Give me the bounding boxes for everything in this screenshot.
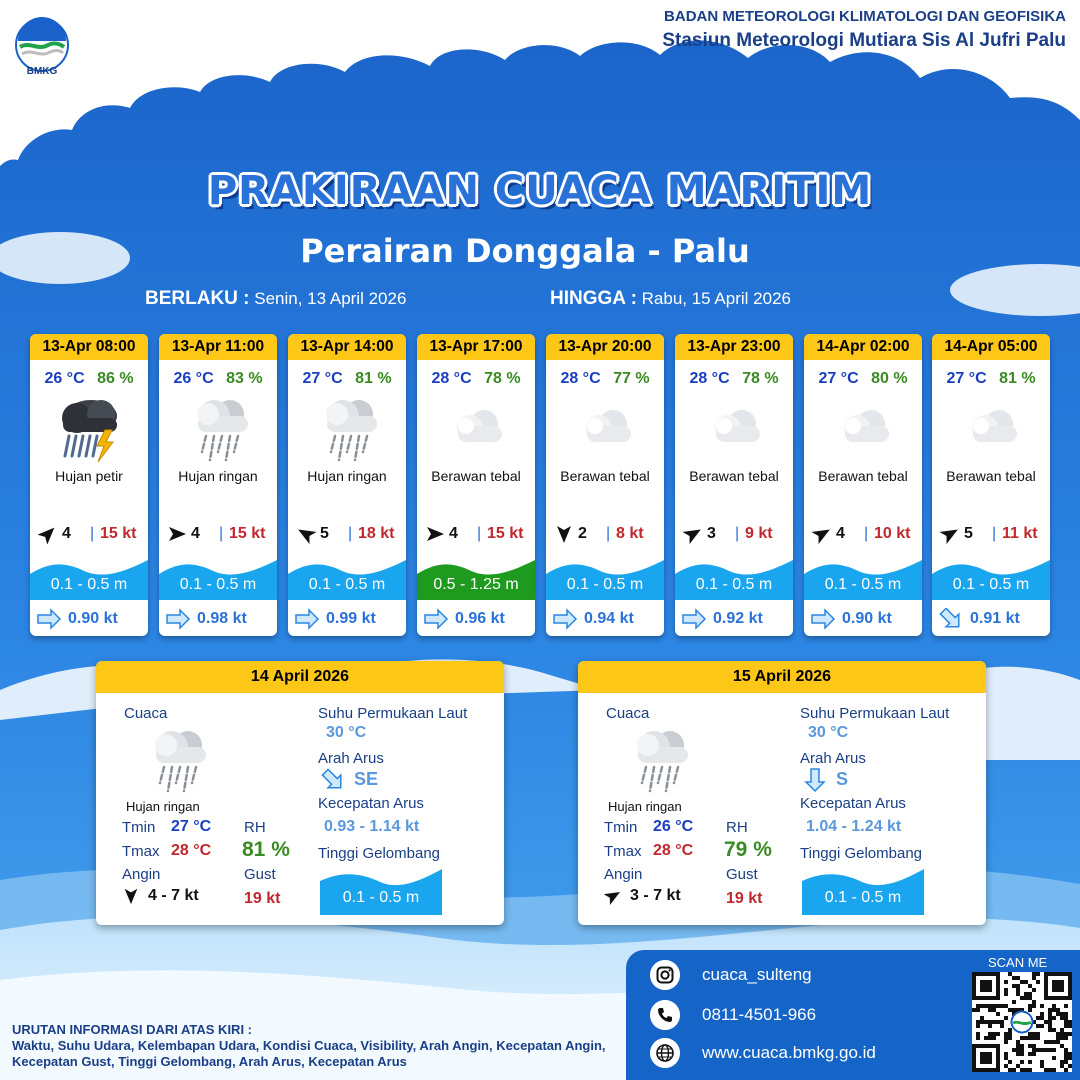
wave-height-box bbox=[546, 552, 664, 600]
weather-condition: Hujan ringan bbox=[307, 468, 387, 484]
current-speed: 0.90 kt bbox=[842, 610, 892, 627]
wind-arrow-east-icon bbox=[167, 524, 187, 544]
current-row bbox=[423, 608, 533, 630]
temp-rh-row bbox=[932, 370, 1050, 388]
current-direction-icon bbox=[552, 608, 578, 630]
wind-speed: 4 bbox=[62, 525, 71, 542]
wave-height-box bbox=[804, 552, 922, 600]
current-direction-icon bbox=[423, 608, 449, 630]
wind-value: 4 - 7 kt bbox=[148, 887, 199, 904]
gust-speed: 18 kt bbox=[358, 525, 395, 542]
globe-icon bbox=[650, 1038, 680, 1068]
wave-value: 0.1 - 0.5 m bbox=[342, 889, 420, 906]
gust-label: Gust bbox=[244, 866, 276, 883]
current-speed: 0.90 kt bbox=[68, 610, 118, 627]
wind-speed: 4 bbox=[836, 525, 845, 542]
temp-rh-row bbox=[675, 370, 793, 388]
light-rain-icon bbox=[618, 723, 698, 797]
forecast-card bbox=[288, 334, 406, 636]
light-rain-icon bbox=[307, 392, 387, 466]
daily-panel bbox=[578, 661, 986, 925]
wind-value: 3 - 7 kt bbox=[630, 887, 681, 904]
current-direction-icon bbox=[320, 767, 346, 793]
rh-label: RH bbox=[726, 819, 748, 836]
wind-arrow-northeast-icon bbox=[812, 524, 832, 544]
wave-height-box bbox=[932, 552, 1050, 600]
air-temperature: 27 °C bbox=[818, 370, 859, 387]
daily-date: 14 April 2026 bbox=[96, 661, 504, 693]
current-speed-value: 0.93 - 1.14 kt bbox=[324, 818, 420, 835]
forecast-card bbox=[417, 334, 535, 636]
current-direction-icon bbox=[810, 608, 836, 630]
org-name: BADAN METEOROLOGI KLIMATOLOGI DAN GEOFISIKA bbox=[664, 8, 1066, 25]
light-rain-icon bbox=[178, 392, 258, 466]
wind-arrow-northwest-icon bbox=[296, 524, 316, 544]
wind-speed: 5 bbox=[320, 525, 329, 542]
legend-title: URUTAN INFORMASI DARI ATAS KIRI : bbox=[12, 1022, 252, 1037]
current-direction-value: S bbox=[836, 769, 849, 789]
gust-value: 19 kt bbox=[726, 890, 763, 907]
temp-rh-row bbox=[159, 370, 277, 388]
wind-arrow-south-icon bbox=[554, 524, 574, 544]
current-speed: 0.92 kt bbox=[713, 610, 763, 627]
daily-panel bbox=[96, 661, 504, 925]
separator: | bbox=[90, 525, 95, 542]
wave-height: 0.1 - 0.5 m bbox=[566, 576, 644, 593]
separator: | bbox=[864, 525, 869, 542]
qr-code[interactable] bbox=[972, 972, 1072, 1072]
weather-condition: Berawan tebal bbox=[431, 468, 521, 484]
legend-text: Waktu, Suhu Udara, Kelembapan Udara, Kondisi Cuaca, Visibility, Arah Angin, Kecepatan Angin, Kecepatan Gust, Tinggi Gelombang, Arah Arus, Kecepatan Arus bbox=[12, 1038, 606, 1069]
wave-height: 0.1 - 0.5 m bbox=[952, 576, 1030, 593]
forecast-time: 14-Apr 02:00 bbox=[804, 334, 922, 360]
valid-from bbox=[145, 288, 406, 310]
forecast-card bbox=[546, 334, 664, 636]
current-direction-icon bbox=[938, 608, 964, 630]
light-rain-icon bbox=[136, 723, 216, 797]
tmin-value: 27 °C bbox=[171, 818, 212, 835]
current-direction-icon bbox=[681, 608, 707, 630]
valid-to-label: HINGGA : bbox=[550, 288, 637, 309]
rh-label: RH bbox=[244, 819, 266, 836]
valid-to-value: Rabu, 15 April 2026 bbox=[641, 289, 791, 308]
phone-number: 0811-4501-966 bbox=[702, 1005, 817, 1024]
current-speed: 0.98 kt bbox=[197, 610, 247, 627]
sst-value: 30 °C bbox=[808, 724, 849, 741]
gust-speed: 10 kt bbox=[874, 525, 911, 542]
wave-height: 0.1 - 0.5 m bbox=[50, 576, 128, 593]
humidity: 77 % bbox=[613, 370, 650, 387]
wave-height: 0.1 - 0.5 m bbox=[179, 576, 257, 593]
wind-speed: 4 bbox=[191, 525, 200, 542]
forecast-time: 13-Apr 08:00 bbox=[30, 334, 148, 360]
separator: | bbox=[735, 525, 740, 542]
sst-value: 30 °C bbox=[326, 724, 367, 741]
wind-speed: 3 bbox=[707, 525, 716, 542]
valid-from-label: BERLAKU : bbox=[145, 288, 250, 309]
current-speed-label: Kecepatan Arus bbox=[800, 795, 906, 812]
wave-height-box bbox=[675, 552, 793, 600]
wave-label: Tinggi Gelombang bbox=[800, 845, 923, 862]
current-direction-icon bbox=[802, 767, 828, 793]
wave-height: 0.1 - 0.5 m bbox=[824, 576, 902, 593]
current-row bbox=[36, 608, 146, 630]
air-temperature: 27 °C bbox=[946, 370, 987, 387]
air-temperature: 28 °C bbox=[560, 370, 601, 387]
wave-height: 0.5 - 1.25 m bbox=[433, 576, 519, 593]
current-speed: 0.94 kt bbox=[584, 610, 634, 627]
humidity: 78 % bbox=[742, 370, 779, 387]
wind-label: Angin bbox=[604, 866, 643, 883]
daily-date: 15 April 2026 bbox=[578, 661, 986, 693]
tmin-label: Tmin bbox=[122, 819, 156, 836]
wave-height-box bbox=[288, 552, 406, 600]
instagram-handle: cuaca_sulteng bbox=[702, 965, 812, 984]
wave-height: 0.1 - 0.5 m bbox=[695, 576, 773, 593]
page-subtitle: Perairan Donggala - Palu bbox=[300, 232, 750, 270]
weather-condition: Berawan tebal bbox=[946, 468, 1036, 484]
weather-condition: Berawan tebal bbox=[560, 468, 650, 484]
current-direction-value: SE bbox=[354, 769, 379, 789]
tmin-label: Tmin bbox=[604, 819, 638, 836]
wind-speed: 4 bbox=[449, 525, 458, 542]
separator: | bbox=[219, 525, 224, 542]
forecast-card bbox=[804, 334, 922, 636]
current-speed-value: 1.04 - 1.24 kt bbox=[806, 818, 902, 835]
air-temperature: 28 °C bbox=[431, 370, 472, 387]
humidity: 81 % bbox=[999, 370, 1036, 387]
current-speed: 0.91 kt bbox=[970, 610, 1020, 627]
current-speed: 0.99 kt bbox=[326, 610, 376, 627]
weather-condition: Berawan tebal bbox=[818, 468, 908, 484]
gust-speed: 9 kt bbox=[745, 525, 773, 542]
cloudy-icon bbox=[694, 392, 774, 466]
current-direction-icon bbox=[165, 608, 191, 630]
rh-value: 81 % bbox=[242, 838, 290, 861]
wave-height-box bbox=[417, 552, 535, 600]
forecast-card bbox=[932, 334, 1050, 636]
humidity: 81 % bbox=[355, 370, 392, 387]
separator: | bbox=[477, 525, 482, 542]
wave-height-box bbox=[30, 552, 148, 600]
air-temperature: 26 °C bbox=[173, 370, 214, 387]
current-direction-label: Arah Arus bbox=[800, 750, 866, 767]
cloudy-icon bbox=[436, 392, 516, 466]
weather-condition: Hujan petir bbox=[55, 468, 123, 484]
forecast-time: 13-Apr 17:00 bbox=[417, 334, 535, 360]
scan-me-label: SCAN ME bbox=[988, 955, 1048, 970]
air-temperature: 27 °C bbox=[302, 370, 343, 387]
weather-condition: Hujan ringan bbox=[126, 799, 200, 814]
tmin-value: 26 °C bbox=[653, 818, 694, 835]
gust-speed: 15 kt bbox=[100, 525, 137, 542]
forecast-card bbox=[159, 334, 277, 636]
wind-speed: 2 bbox=[578, 525, 587, 542]
page-title: PRAKIRAAN CUACA MARITIM bbox=[207, 168, 873, 214]
forecast-time: 13-Apr 14:00 bbox=[288, 334, 406, 360]
wave-height-box bbox=[159, 552, 277, 600]
rh-value: 79 % bbox=[724, 838, 772, 861]
current-row bbox=[294, 608, 404, 630]
sst-label: Suhu Permukaan Laut bbox=[318, 705, 468, 722]
forecast-time: 13-Apr 20:00 bbox=[546, 334, 664, 360]
cloudy-icon bbox=[565, 392, 645, 466]
separator: | bbox=[606, 525, 611, 542]
thunderstorm-icon bbox=[49, 392, 129, 466]
current-row bbox=[165, 608, 275, 630]
wind-speed: 5 bbox=[964, 525, 973, 542]
temp-rh-row bbox=[546, 370, 664, 388]
temp-rh-row bbox=[417, 370, 535, 388]
humidity: 83 % bbox=[226, 370, 263, 387]
wave-label: Tinggi Gelombang bbox=[318, 845, 441, 862]
wave-value: 0.1 - 0.5 m bbox=[824, 889, 902, 906]
wind-direction-icon bbox=[604, 887, 622, 905]
current-speed: 0.96 kt bbox=[455, 610, 505, 627]
station-name: Stasiun Meteorologi Mutiara Sis Al Jufri Palu bbox=[662, 30, 1066, 51]
sst-label: Suhu Permukaan Laut bbox=[800, 705, 950, 722]
wind-arrow-northeast-icon bbox=[940, 524, 960, 544]
valid-from-value: Senin, 13 April 2026 bbox=[254, 289, 407, 308]
instagram-icon bbox=[650, 960, 680, 990]
current-speed-label: Kecepatan Arus bbox=[318, 795, 424, 812]
tmax-value: 28 °C bbox=[171, 842, 212, 859]
current-direction-icon bbox=[36, 608, 62, 630]
weather-condition: Hujan ringan bbox=[608, 799, 682, 814]
wind-arrow-southwest-icon bbox=[38, 524, 58, 544]
weather-label: Cuaca bbox=[606, 705, 650, 722]
temp-rh-row bbox=[288, 370, 406, 388]
gust-speed: 15 kt bbox=[487, 525, 524, 542]
tmax-label: Tmax bbox=[604, 843, 642, 860]
forecast-card bbox=[675, 334, 793, 636]
separator: | bbox=[992, 525, 997, 542]
phone-icon bbox=[650, 1000, 680, 1030]
wave-height: 0.1 - 0.5 m bbox=[308, 576, 386, 593]
website-url: www.cuaca.bmkg.go.id bbox=[702, 1043, 876, 1062]
cloudy-icon bbox=[951, 392, 1031, 466]
humidity: 78 % bbox=[484, 370, 521, 387]
gust-value: 19 kt bbox=[244, 890, 281, 907]
gust-speed: 11 kt bbox=[1002, 525, 1038, 542]
current-row bbox=[552, 608, 662, 630]
wind-arrow-northeast-icon bbox=[683, 524, 703, 544]
wind-direction-icon bbox=[122, 887, 140, 905]
humidity: 86 % bbox=[97, 370, 134, 387]
forecast-card bbox=[30, 334, 148, 636]
current-row bbox=[681, 608, 791, 630]
valid-to bbox=[550, 288, 791, 310]
tmax-label: Tmax bbox=[122, 843, 160, 860]
logo-text: BMKG bbox=[26, 66, 58, 77]
wind-label: Angin bbox=[122, 866, 161, 883]
air-temperature: 26 °C bbox=[44, 370, 85, 387]
current-direction-icon bbox=[294, 608, 320, 630]
forecast-time: 14-Apr 05:00 bbox=[932, 334, 1050, 360]
separator: | bbox=[348, 525, 353, 542]
forecast-time: 13-Apr 23:00 bbox=[675, 334, 793, 360]
gust-speed: 8 kt bbox=[616, 525, 644, 542]
weather-condition: Hujan ringan bbox=[178, 468, 258, 484]
temp-rh-row bbox=[30, 370, 148, 388]
tmax-value: 28 °C bbox=[653, 842, 694, 859]
wind-arrow-east-icon bbox=[425, 524, 445, 544]
air-temperature: 28 °C bbox=[689, 370, 730, 387]
temp-rh-row bbox=[804, 370, 922, 388]
humidity: 80 % bbox=[871, 370, 908, 387]
weather-label: Cuaca bbox=[124, 705, 168, 722]
current-row bbox=[938, 608, 1048, 630]
forecast-time: 13-Apr 11:00 bbox=[159, 334, 277, 360]
gust-label: Gust bbox=[726, 866, 758, 883]
current-direction-label: Arah Arus bbox=[318, 750, 384, 767]
weather-condition: Berawan tebal bbox=[689, 468, 779, 484]
cloudy-icon bbox=[823, 392, 903, 466]
current-row bbox=[810, 608, 920, 630]
gust-speed: 15 kt bbox=[229, 525, 266, 542]
